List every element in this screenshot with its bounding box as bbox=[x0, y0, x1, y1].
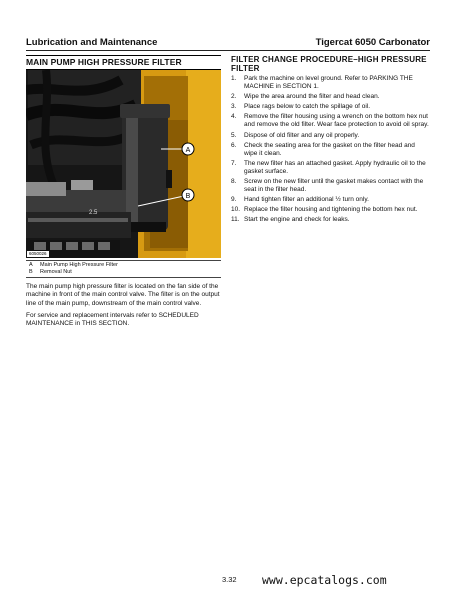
procedure-steps bbox=[231, 75, 430, 227]
legend-key: A bbox=[29, 262, 33, 268]
procedure-step bbox=[231, 132, 430, 140]
legend-item bbox=[26, 269, 221, 276]
header-rule bbox=[26, 50, 430, 51]
procedure-step bbox=[231, 103, 430, 111]
photo-legend bbox=[26, 260, 221, 278]
step-number: 10. bbox=[231, 206, 241, 214]
description-paragraph: The main pump high pressure filter is located on the fan side of the machine in front of the main control valve. The filter is on the output line of the main pump, downstream of the main control valve. bbox=[26, 283, 220, 307]
step-number: 2. bbox=[231, 93, 237, 101]
filter-description bbox=[26, 283, 221, 332]
step-number: 5. bbox=[231, 131, 237, 139]
step-text: Screw on the new filter until the gasket makes contact with the seat in the filter head. bbox=[244, 178, 424, 194]
procedure-step bbox=[231, 196, 430, 204]
photo-id: 6050026 bbox=[29, 251, 47, 256]
step-text: Hand tighten filter an additional ½ turn only. bbox=[244, 196, 369, 204]
procedure-step bbox=[231, 93, 430, 101]
step-text: Start the engine and check for leaks. bbox=[244, 216, 350, 224]
legend-item bbox=[26, 262, 221, 269]
procedure-step bbox=[231, 178, 430, 194]
machine-model: Tigercat 6050 Carbonator bbox=[315, 37, 430, 48]
procedure-step bbox=[231, 206, 430, 214]
step-number: 4. bbox=[231, 113, 237, 121]
step-text: Wipe the area around the filter and head clean. bbox=[244, 93, 380, 101]
legend-text: Removal Nut bbox=[40, 269, 72, 275]
procedure-step bbox=[231, 142, 430, 158]
step-number: 8. bbox=[231, 178, 237, 186]
step-text: Place rags below to catch the spillage of oil. bbox=[244, 103, 371, 111]
step-text: Dispose of old filter and any oil properly. bbox=[244, 131, 360, 139]
filter-photo bbox=[26, 70, 221, 258]
legend-key: B bbox=[29, 269, 33, 275]
step-number: 1. bbox=[231, 75, 237, 82]
procedure-step bbox=[231, 75, 430, 91]
page-number: 3.32 bbox=[222, 575, 237, 584]
procedure-step bbox=[231, 216, 430, 224]
legend-text: Main Pump High Pressure Filter bbox=[40, 262, 118, 268]
step-number: 11. bbox=[231, 216, 240, 224]
procedure-heading: FILTER CHANGE PROCEDURE–HIGH PRESSURE FILTER bbox=[231, 55, 427, 73]
website-watermark: www.epcatalogs.com bbox=[262, 573, 387, 587]
step-text: Remove the filter housing using a wrench on the bottom hex nut and remove the old filter. Wear face protection to avoid oil spray. bbox=[244, 113, 429, 129]
step-text: Park the machine on level ground. Refer to PARKING THE MACHINE in SECTION 1. bbox=[244, 75, 413, 91]
description-paragraph: For service and replacement intervals refer to SCHEDULED MAINTENANCE in THIS SECTION. bbox=[26, 311, 199, 328]
section-title: Lubrication and Maintenance bbox=[26, 37, 158, 48]
procedure-step bbox=[231, 113, 430, 129]
filter-photo-illustration bbox=[26, 70, 221, 258]
step-number: 6. bbox=[231, 141, 237, 149]
fitting-size-label: 2.5 bbox=[89, 210, 98, 216]
step-text: The new filter has an attached gasket. Apply hydraulic oil to the gasket surface. bbox=[244, 159, 426, 175]
callout-b-label: B bbox=[185, 193, 191, 200]
callout-a-label: A bbox=[185, 147, 191, 154]
step-number: 9. bbox=[231, 196, 237, 204]
step-number: 3. bbox=[231, 103, 237, 111]
left-section-heading: MAIN PUMP HIGH PRESSURE FILTER bbox=[26, 55, 221, 70]
step-text: Check the seating area for the gasket on the filter head and wipe it clean. bbox=[244, 141, 415, 157]
step-number: 7. bbox=[231, 159, 237, 167]
procedure-step bbox=[231, 160, 430, 176]
step-text: Replace the filter housing and tightening the bottom hex nut. bbox=[244, 206, 418, 214]
